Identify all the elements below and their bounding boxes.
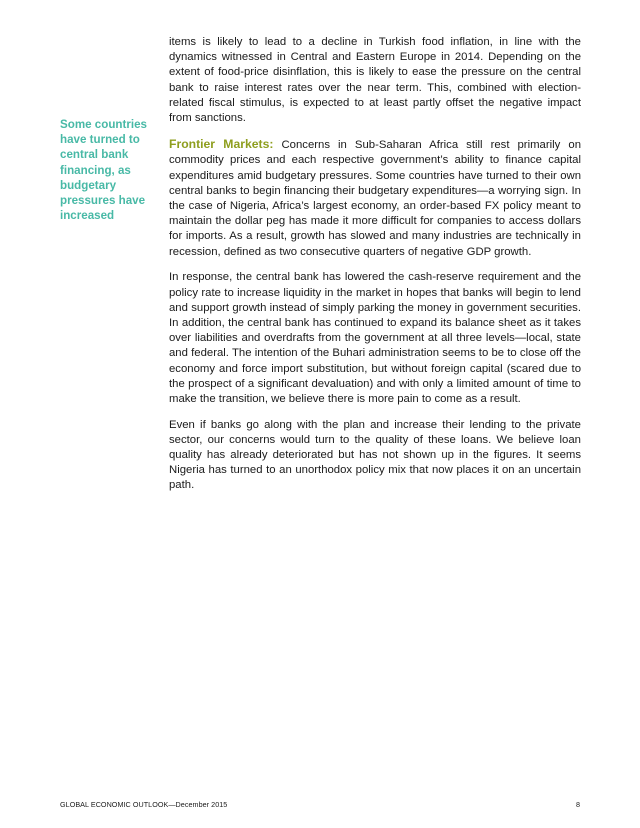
- main-body-text: [169, 35, 581, 504]
- footer-publication-title: GLOBAL ECONOMIC OUTLOOK—December 2015: [60, 800, 228, 809]
- body-paragraph-4: Even if banks go along with the plan and increase their lending to the private sector, our concerns would turn to the quality of these loans. We believe loan quality has already deteriorated but has not shown up in the figures. It seems Nigeria has turned to an unorthodox policy mix that now places it on an uncertain path.: [169, 418, 581, 492]
- body-paragraph-2-text: Concerns in Sub-Saharan Africa still rest primarily on commodity prices and each respective government’s ability to finance capital expenditures amid budgetary pressures. Some countries have turned to their own central banks to begin financing their budgetary expenditures—a worrying sign. In the case of Nigeria, Africa’s largest economy, an order-based FX policy meant to maintain the dollar peg has made it more difficult for companies to access dollars for imports. As a result, growth has slowed and many industries are technically in recession, defined as two consecutive quarters of negative GDP growth.: [169, 139, 582, 258]
- section-heading-frontier-markets: Frontier Markets:: [169, 137, 274, 152]
- body-paragraph-3: In response, the central bank has lowered the cash-reserve requirement and the policy rate to increase liquidity in the market in hopes that banks will begin to lend and support growth instead of simply parking the money in government securities. In addition, the central bank has continued to expand its balance sheet as it takes over liabilities and overdrafts from the government at all three levels—local, state and federal. The intention of the Buhari administration seems to be to close off the economy and force import substitution, but without foreign capital (scared due to the prospect of a significant devaluation) and with only a limited amount of time to make the transition, we believe there is more pain to come as a result.: [169, 271, 581, 405]
- sidebar-callout: Some countries have turned to central bank financing, as budgetary pressures have increased: [60, 118, 147, 223]
- body-paragraph-1: items is likely to lead to a decline in Turkish food inflation, in line with the dynamics witnessed in Central and Eastern Europe in 2014. Depending on the extent of food-price disinflation, this is likely to ease the pressure on the central bank to raise interest rates over the near term. This, combined with election-related fiscal stimulus, is expected to at least partly offset the negative impact from sanctions.: [169, 36, 581, 125]
- footer-page-number: 8: [576, 800, 580, 809]
- body-paragraph-2: [169, 137, 581, 260]
